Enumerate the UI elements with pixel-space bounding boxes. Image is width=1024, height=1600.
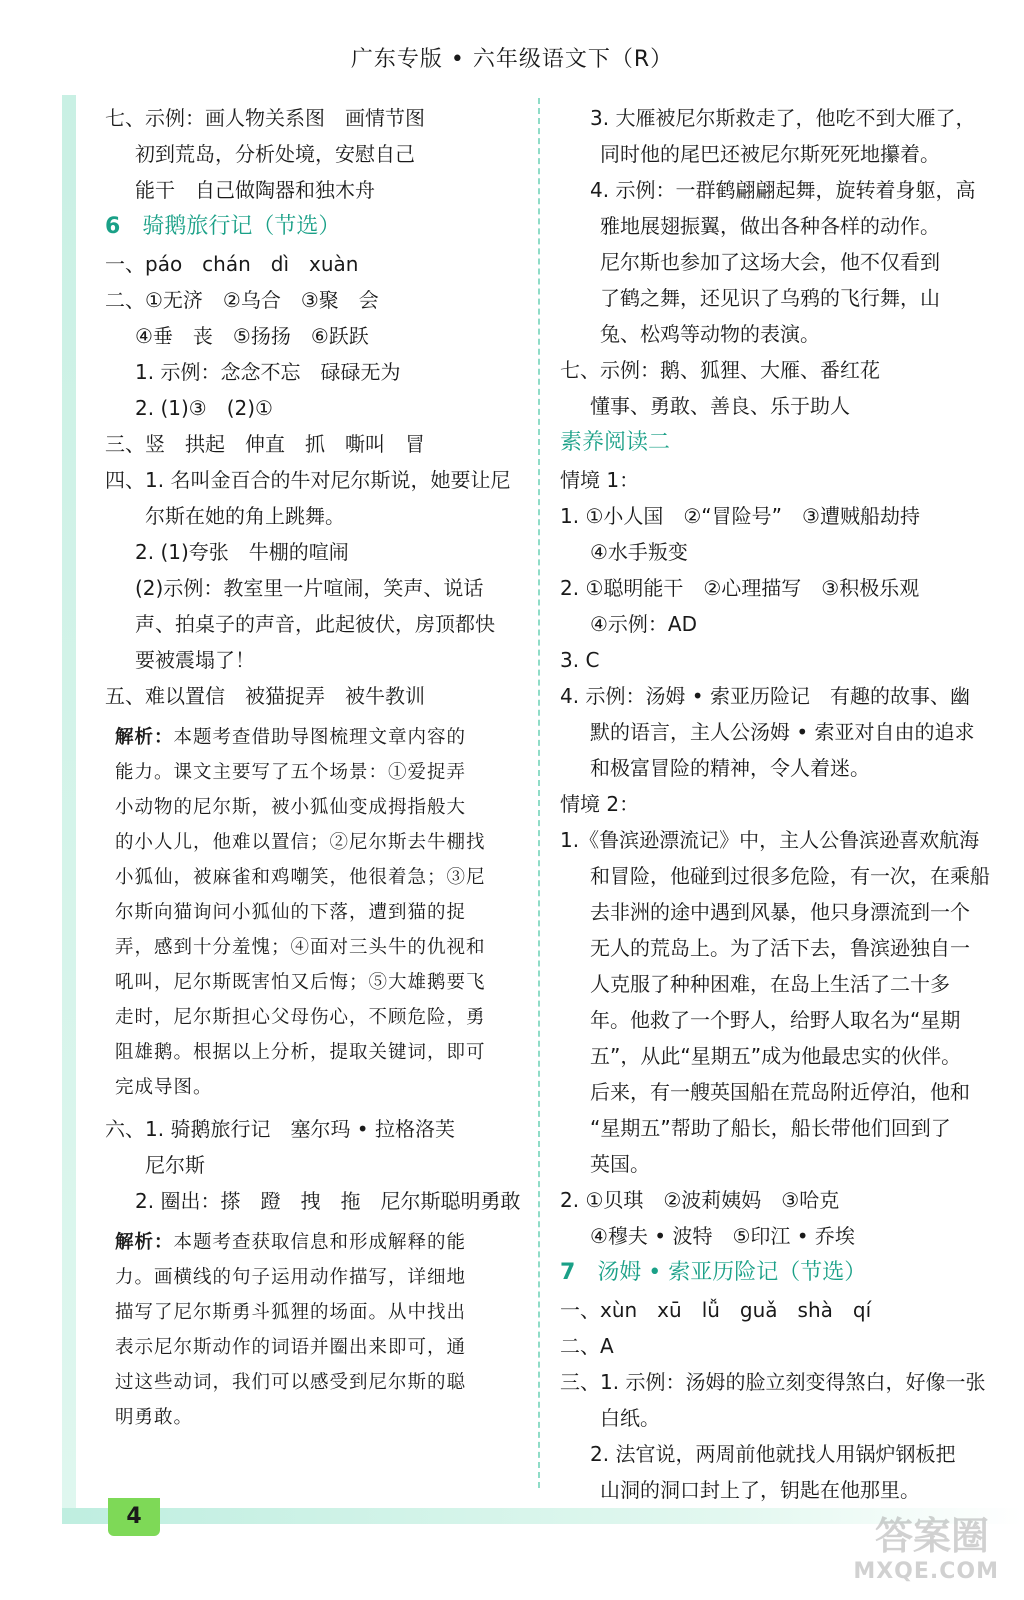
lesson-heading-6 xyxy=(105,208,525,246)
left-column xyxy=(105,100,525,1441)
answer-line: 山洞的洞口封上了，钥匙在他那里。 xyxy=(600,1478,920,1502)
answer-line: 尔斯在她的角上跳舞。 xyxy=(145,504,345,528)
scenario-label: 情境 1： xyxy=(560,468,640,492)
page-header: 广东专版 • 六年级语文下（R） xyxy=(350,47,674,72)
answer-line: 了鹤之舞，还见识了乌鸦的飞行舞，山 xyxy=(600,286,940,310)
answer-line: 三、竖 拱起 伸直 抓 嘶叫 冒 xyxy=(105,432,425,456)
explanation-line: 明勇敢。 xyxy=(115,1407,194,1428)
answer-line: 默的语言，主人公汤姆 • 索亚对自由的追求 xyxy=(590,720,975,744)
answer-line: 同时他的尾巴还被尼尔斯死死地攥着。 xyxy=(600,142,940,166)
page-number: 4 xyxy=(108,1498,160,1536)
answer-line: 4. 示例：汤姆 • 索亚历险记 有趣的故事、幽 xyxy=(560,684,970,708)
answer-line: 声、拍桌子的声音，此起彼伏，房顶都快 xyxy=(135,612,495,636)
explanation-line: 能力。课文主要写了五个场景：①爱捉弄 xyxy=(115,762,467,783)
explanation-line: 的小人儿，他难以置信；②尼尔斯去牛棚找 xyxy=(115,832,486,853)
explanation-line: 尔斯向猫询问小狐仙的下落，遭到猫的捉 xyxy=(115,902,467,923)
answer-line: ④水手叛变 xyxy=(590,540,688,564)
explanation-line: 描写了尼尔斯勇斗狐狸的场面。从中找出 xyxy=(115,1302,467,1323)
answer-line: 人克服了种种困难，在岛上生活了二十多 xyxy=(590,972,950,996)
answer-line: 二、A xyxy=(560,1334,614,1358)
answer-line: 2. 圈出：搽 蹬 拽 拖 尼尔斯聪明勇敢 xyxy=(135,1189,521,1213)
answer-line: 和冒险，他碰到过很多危险，有一次，在乘船 xyxy=(590,864,990,888)
answer-line: 懂事、勇敢、善良、乐于助人 xyxy=(590,394,850,418)
answer-line: 年。他救了一个野人，给野人取名为“星期 xyxy=(590,1008,961,1032)
explanation-block xyxy=(105,1219,525,1441)
answer-line: 四、1. 名叫金百合的牛对尼尔斯说，她要让尼 xyxy=(105,468,511,492)
answer-line: 一、páo chán dì xuàn xyxy=(105,252,359,276)
answer-line: 五”，从此“星期五”成为他最忠实的伙伴。 xyxy=(590,1044,962,1068)
explanation-line: 弄，感到十分羞愧；④面对三头牛的仇视和 xyxy=(115,937,486,958)
side-decoration-band xyxy=(62,95,76,1515)
answer-line: 1.《鲁滨逊漂流记》中，主人公鲁滨逊喜欢航海 xyxy=(560,828,980,852)
explanation-line: 走时，尼尔斯担心父母伤心，不顾危险，勇 xyxy=(115,1007,486,1028)
explanation-line: 完成导图。 xyxy=(115,1077,213,1098)
lesson-number: 7 xyxy=(560,1260,576,1285)
answer-line: 兔、松鸡等动物的表演。 xyxy=(600,322,820,346)
explanation-line: 吼叫，尼尔斯既害怕又后悔；⑤大雄鹅要飞 xyxy=(115,972,486,993)
answer-line: 2. 法官说，两周前他就找人用锅炉钢板把 xyxy=(590,1442,956,1466)
scenario-label: 情境 2： xyxy=(560,792,640,816)
lesson-title: 骑鹅旅行记（节选） xyxy=(142,214,341,239)
answer-line: “星期五”帮助了船长，船长带他们回到了 xyxy=(590,1116,951,1140)
answer-line: 后来，有一艘英国船在荒岛附近停泊，他和 xyxy=(590,1080,970,1104)
explanation-line: 表示尼尔斯动作的词语并圈出来即可，通 xyxy=(115,1337,467,1358)
answer-line: 2. ①聪明能干 ②心理描写 ③积极乐观 xyxy=(560,576,920,600)
answer-line: 2. (1)夸张 牛棚的喧闹 xyxy=(135,540,349,564)
answer-line: 白纸。 xyxy=(600,1406,660,1430)
answer-line: ④垂 丧 ⑤扬扬 ⑥跃跃 xyxy=(135,324,369,348)
answer-line: 初到荒岛，分析处境，安慰自己 xyxy=(135,142,415,166)
explanation-line: 过这些动词，我们可以感受到尼尔斯的聪 xyxy=(115,1372,467,1393)
answer-line: 无人的荒岛上。为了活下去，鲁滨逊独自一 xyxy=(590,936,970,960)
answer-line: 去非洲的途中遇到风暴，他只身漂流到一个 xyxy=(590,900,970,924)
answer-line: 尼尔斯 xyxy=(145,1153,205,1177)
answer-line: (2)示例：教室里一片喧闹，笑声、说话 xyxy=(135,576,484,600)
explanation-label: 解析： xyxy=(115,727,174,748)
answer-line: 五、难以置信 被猫捉弄 被牛教训 xyxy=(105,684,425,708)
answer-line: 3. C xyxy=(560,648,600,672)
answer-line: 三、1. 示例：汤姆的脸立刻变得煞白，好像一张 xyxy=(560,1370,986,1394)
answer-line: 雅地展翅振翼，做出各种各样的动作。 xyxy=(600,214,940,238)
answer-line: 要被震塌了！ xyxy=(135,648,255,672)
answer-line: 尼尔斯也参加了这场大会，他不仅看到 xyxy=(600,250,940,274)
answer-line: 1. ①小人国 ②“冒险号” ③遭贼船劫持 xyxy=(560,504,920,528)
explanation-line: 本题考查获取信息和形成解释的能 xyxy=(173,1232,467,1253)
answer-line: 二、①无济 ②乌合 ③聚 会 xyxy=(105,288,379,312)
right-column xyxy=(560,100,990,1508)
watermark-url: MXQE.COM xyxy=(853,1559,999,1584)
answer-line: 一、xùn xū lǚ guǎ shà qí xyxy=(560,1298,872,1322)
explanation-block xyxy=(105,714,525,1111)
answer-line: 2. ①贝琪 ②波莉姨妈 ③哈克 xyxy=(560,1188,840,1212)
site-watermark xyxy=(839,1505,1009,1595)
answer-line: 能干 自己做陶器和独木舟 xyxy=(135,178,375,202)
lesson-number: 6 xyxy=(105,214,121,239)
answer-line: 3. 大雁被尼尔斯救走了，他吃不到大雁了， xyxy=(590,106,976,130)
answer-line: 4. 示例：一群鹤翩翩起舞，旋转着身躯，高 xyxy=(590,178,976,202)
explanation-label: 解析： xyxy=(115,1232,174,1253)
explanation-line: 小动物的尼尔斯，被小狐仙变成拇指般大 xyxy=(115,797,467,818)
answer-line: 六、1. 骑鹅旅行记 塞尔玛 • 拉格洛芙 xyxy=(105,1117,455,1141)
answer-line: 英国。 xyxy=(590,1152,650,1176)
answer-line: ④穆夫 • 波特 ⑤印江 • 乔埃 xyxy=(590,1224,855,1248)
explanation-line: 力。画横线的句子运用动作描写，详细地 xyxy=(115,1267,467,1288)
lesson-title: 汤姆 • 索亚历险记（节选） xyxy=(597,1260,867,1285)
answer-line: 七、示例：鹅、狐狸、大雁、番红花 xyxy=(560,358,880,382)
reading-section-title: 素养阅读二 xyxy=(560,430,671,455)
explanation-line: 阻雄鹅。根据以上分析，提取关键词，即可 xyxy=(115,1042,486,1063)
answer-line: 和极富冒险的精神，令人着迷。 xyxy=(590,756,870,780)
lesson-heading-7 xyxy=(560,1254,985,1292)
column-divider xyxy=(538,98,540,1488)
answer-line: 七、示例：画人物关系图 画情节图 xyxy=(105,106,425,130)
watermark-logo-text: 答案圈 xyxy=(874,1514,989,1558)
explanation-line: 本题考查借助导图梳理文章内容的 xyxy=(173,727,467,748)
answer-line: ④示例：AD xyxy=(590,612,698,636)
answer-line: 1. 示例：念念不忘 碌碌无为 xyxy=(135,360,401,384)
explanation-line: 小狐仙，被麻雀和鸡嘲笑，他很着急；③尼 xyxy=(115,867,486,888)
answer-line: 2. (1)③ (2)① xyxy=(135,396,273,420)
